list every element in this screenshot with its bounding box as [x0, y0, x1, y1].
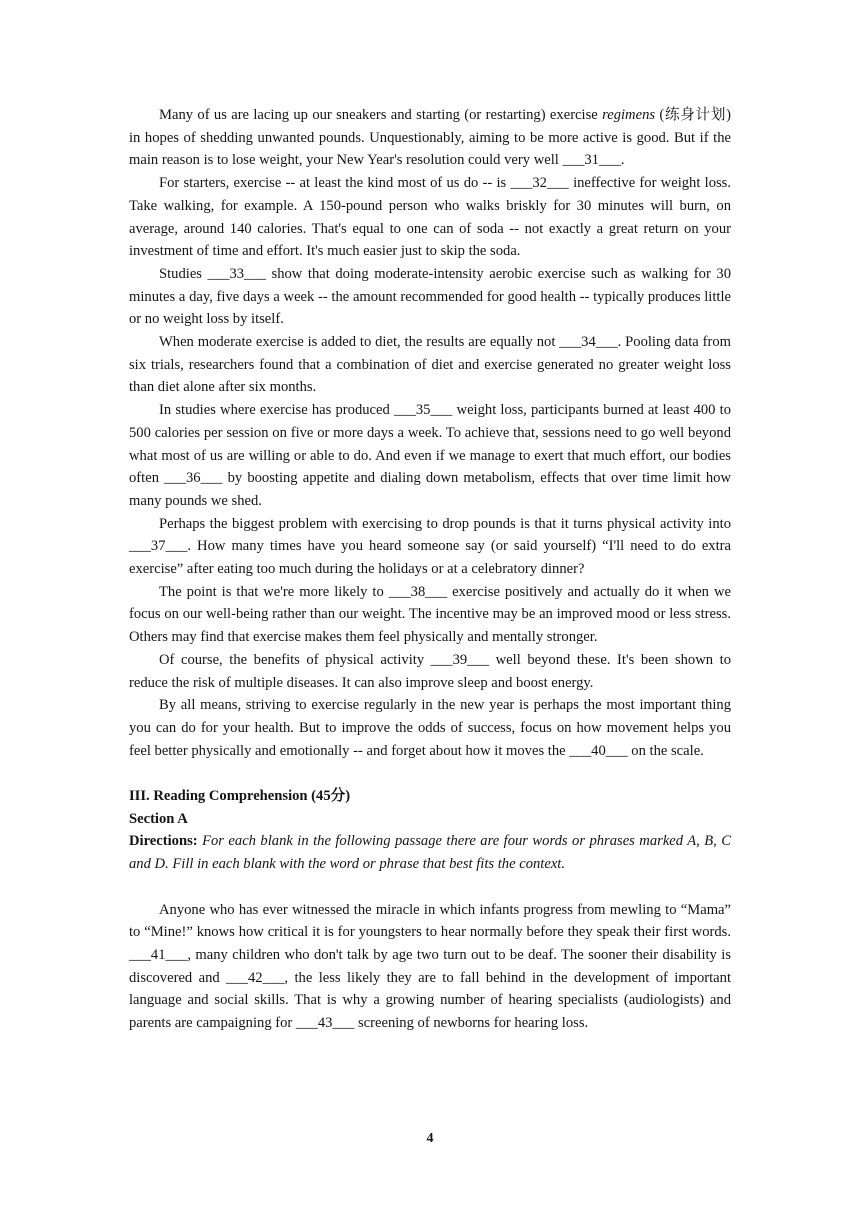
paragraph: Of course, the benefits of physical activity ___39___ well beyond these. It's been shown to reduce the risk of multiple diseases. It can also improve sleep and boost energy. [129, 651, 731, 691]
paragraph: The point is that we're more likely to ___38___ exercise positively and actually do it when we focus on our well-being rather than our weight. The incentive may be an improved mood or less stress. Others may find that exercise makes them feel physically and mentally stronger. [129, 583, 731, 646]
section-heading: III. Reading Comprehension (45分) [129, 788, 351, 805]
exam-page-body [129, 104, 731, 1035]
paragraph: Many of us are lacing up our sneakers and starting (or restarting) exercise regimens (练身计划) in hopes of shedding unwanted pounds. Unquestionably, aiming to be more active is good. But if the main reason is to lose weight, your New Year's resolution could very well ___31___. [129, 107, 731, 169]
paragraph: Studies ___33___ show that doing moderate-intensity aerobic exercise such as walking for 30 minutes a day, five days a week -- the amount recommended for good health -- typically produces little or no weight loss by itself. [129, 265, 731, 328]
directions-text: For each blank in the following passage there are four words or phrases marked A, B, C and D. Fill in each blank with the word or phrase that best fits the context. [129, 833, 731, 873]
directions [129, 830, 731, 875]
paragraph: When moderate exercise is added to diet, the results are equally not ___34___. Pooling data from six trials, researchers found that a combination of diet and exercise generated no greater weight loss than diet alone after six months. [129, 334, 731, 396]
directions-label: Directions: [129, 833, 198, 850]
paragraph: Perhaps the biggest problem with exercising to drop pounds is that it turns physical activity into ___37___. How many times have you heard someone say (or said yourself) “I'll need to do extra exercise” after eating too much during the holidays or at a celebratory dinner? [129, 515, 731, 578]
paragraph: For starters, exercise -- at least the kind most of us do -- is ___32___ ineffective for weight loss. Take walking, for example. A 150-pound person who walks briskly for 30 minutes will burn, on average, around 140 calories. That's equal to one can of soda -- not exactly a great return on your investment of time and effort. It's much easier just to skip the soda. [129, 175, 731, 260]
paragraph: Anyone who has ever witnessed the miracle in which infants progress from mewling to “Mama” to “Mine!” knows how critical it is for youngsters to hear normally before they speak their first words. ___41___, many children who don't talk by age two turn out to be deaf. The sooner their disability is discovered and ___42___, the less likely they are to fall behind in the development of important language and social skills. That is why a growing number of hearing specialists (audiologists) and parents are campaigning for ___43___ screening of newborns for hearing loss. [129, 901, 731, 1032]
cloze-passage-2 [129, 899, 731, 1035]
paragraph: In studies where exercise has produced ___35___ weight loss, participants burned at least 400 to 500 calories per session on five or more days a week. To achieve that, sessions need to go well beyond what most of us are willing or able to do. And even if we manage to exert that much effort, our bodies often ___36___ by boosting appetite and dialing down metabolism, effects that over time limit how many pounds we shed. [129, 402, 731, 509]
paragraph: By all means, striving to exercise regularly in the new year is perhaps the most important thing you can do for your health. But to improve the odds of success, focus on how movement helps you feel better physically and emotionally -- and forget about how it moves the ___40___ on the scale. [129, 697, 731, 759]
section-subheading: Section A [129, 810, 188, 827]
page-number: 4 [426, 1131, 434, 1146]
cloze-passage-1 [129, 104, 731, 762]
